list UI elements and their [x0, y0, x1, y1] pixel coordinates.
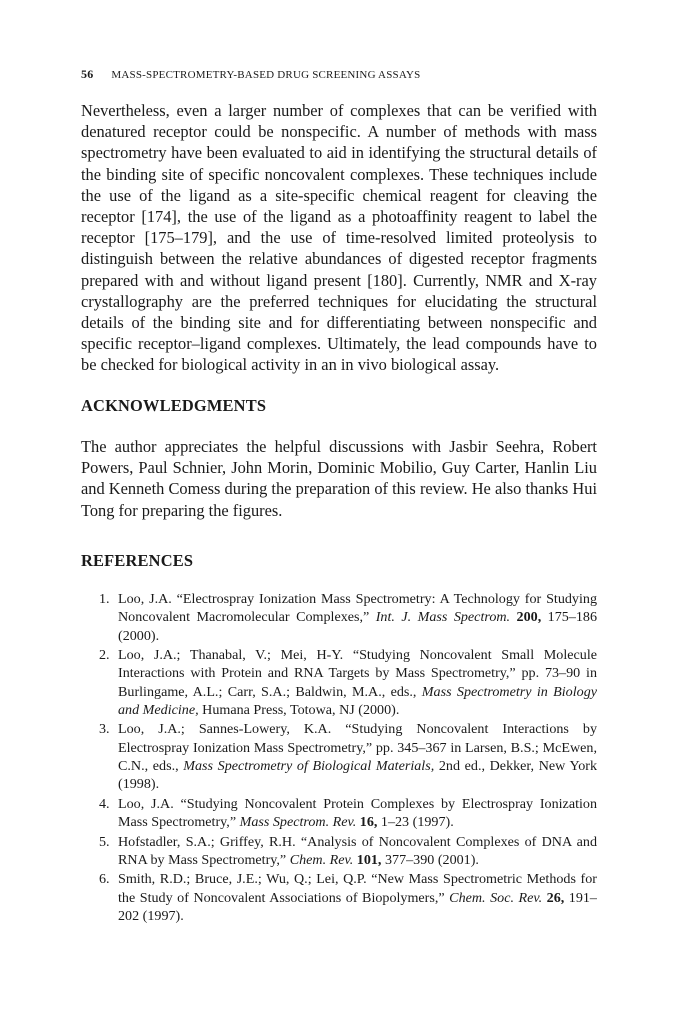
reference-number: 5. — [99, 833, 110, 850]
reference-number: 4. — [99, 795, 110, 812]
reference-item — [81, 720, 597, 793]
reference-item — [81, 870, 597, 925]
page-number: 56 — [81, 67, 94, 81]
reference-journal: Mass Spectrometry of Biological Materials, — [183, 758, 435, 775]
reference-item — [81, 646, 597, 719]
acknowledgments-heading: ACKNOWLEDGMENTS — [81, 396, 267, 415]
body-paragraph: Nevertheless, even a larger number of complexes that can be verified with denatured receptor could be nonspecific. A number of methods with mass spectrometry have been evaluated to aid in identifying the structural details of the binding site of specific noncovalent complexes. These techniques include the use of the ligand as a site-specific chemical reagent for cleaving the receptor [174], the use of the ligand as a photoaffinity reagent to label the receptor [175–179], and the use of time-resolved limited proteolysis to distinguish between the relative abundances of digested receptor fragments prepared with and without ligand present [180]. Currently, NMR and X-ray crystallography are the preferred techniques for elucidating the structural details of the binding site and for differentiating between nonspecific and specific receptor–ligand complexes. Ultimately, the lead compounds have to be checked for biological activity in an in vivo biological assay. — [81, 101, 597, 375]
reference-pages: 191–202 (1997). — [118, 889, 597, 924]
references-heading: REFERENCES — [81, 551, 194, 570]
reference-text: Loo, J.A. “Electrospray Ionization Mass Spectrometry: A Technology for Studying Noncovalent Macromolecular Complexes,” — [118, 591, 597, 626]
reference-item — [81, 795, 597, 832]
reference-text: 2nd ed., Dekker, New York (1998). — [118, 758, 597, 793]
reference-volume: 200, — [516, 609, 542, 626]
reference-volume: 16, — [359, 814, 378, 831]
reference-journal: Int. J. Mass Spectrom. — [375, 609, 511, 626]
acknowledgments-text: The author appreciates the helpful discussions with Jasbir Seehra, Robert Powers, Paul Schnier, John Morin, Dominic Mobilio, Guy Carter, Hanlin Liu and Kenneth Comess during the preparation of this review. He also thanks Hui Tong for preparing the figures. — [81, 437, 597, 520]
reference-text: Smith, R.D.; Bruce, J.E.; Wu, Q.; Lei, Q.P. “New Mass Spectrometric Methods for the Study of Noncovalent Associations of Biopolymers,” — [118, 871, 597, 906]
reference-pages: 175–186 (2000). — [118, 609, 598, 644]
reference-number: 6. — [99, 871, 110, 888]
reference-text: Hofstadler, S.A.; Griffey, R.H. “Analysis of Noncovalent Complexes of DNA and RNA by Mass Spectrometry,” — [118, 833, 597, 868]
reference-number: 2. — [99, 647, 110, 664]
reference-text: Loo, J.A.; Thanabal, V.; Mei, H-Y. “Studying Noncovalent Small Molecule Interactions with Protein and RNA Targets by Mass Spectrometry,” pp. 73–90 in Burlingame, A.L.; Carr, S.A.; Baldwin, M.A., eds., — [118, 647, 597, 700]
reference-item — [81, 833, 597, 870]
running-header — [81, 67, 597, 82]
reference-volume: 26, — [546, 889, 565, 906]
reference-volume: 101, — [356, 851, 382, 868]
reference-pages: 1–23 (1997). — [377, 814, 454, 831]
reference-journal: Chem. Soc. Rev. — [449, 889, 543, 906]
reference-list — [81, 590, 597, 926]
reference-journal: Mass Spectrom. Rev. — [239, 814, 357, 831]
reference-number: 1. — [99, 591, 110, 607]
running-title: MASS-SPECTROMETRY-BASED DRUG SCREENING ASSAYS — [111, 69, 421, 81]
reference-text: Loo, J.A.; Sannes-Lowery, K.A. “Studying Noncovalent Interactions by Electrospray Ionization Mass Spectrometry,” pp. 345–367 in Larsen, B.S.; McEwen, C.N., eds., — [118, 721, 597, 775]
reference-journal: Mass Spectrometry in Biology and Medicine, — [118, 683, 597, 718]
reference-item — [81, 590, 597, 645]
reference-text: Loo, J.A. “Studying Noncovalent Protein Complexes by Electrospray Ionization Mass Spectrometry,” — [118, 795, 597, 831]
reference-text: Humana Press, Totowa, NJ (2000). — [198, 701, 400, 718]
reference-number: 3. — [99, 721, 110, 738]
reference-pages: 377–390 (2001). — [381, 851, 479, 868]
reference-journal: Chem. Rev. — [289, 851, 354, 868]
